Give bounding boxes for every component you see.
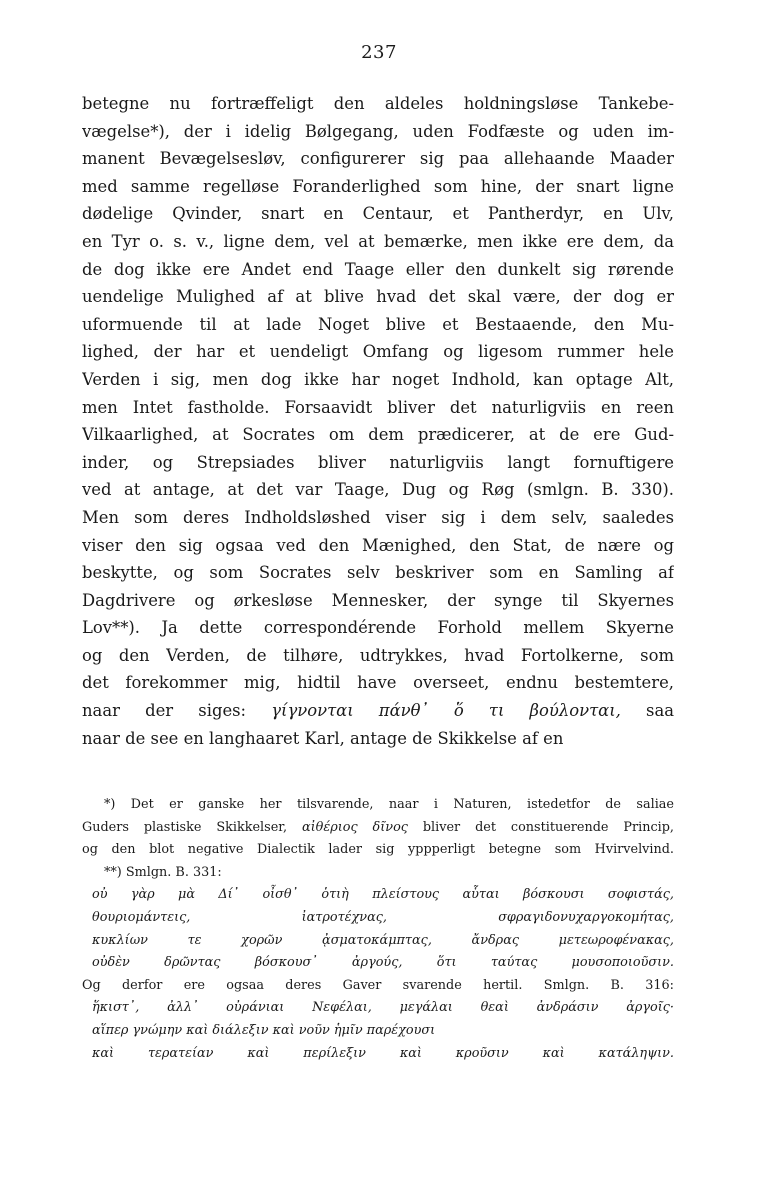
greek-verse-line: καὶ τερατείαν καὶ περίλεξιν καὶ κροῦσιν καὶ κατάληψιν. [92,1045,674,1061]
body-line: lighed, der har et uendeligt Omfang og ligesom rummer hele [82,342,674,362]
body-line: det forekommer mig, hidtil have overseet, endnu bestemtere, [82,673,674,693]
body-line: manent Bevægelsesløv, configurerer sig paa allehaande Maader [82,149,674,169]
body-line: men Intet fastholde. Forsaavidt bliver det naturligviis en reen [82,397,674,417]
body-line: vægelse*), der i idelig Bølgegang, uden Fodfæste og uden im- [82,121,674,141]
body-line: dødelige Qvinder, snart en Centaur, et Pantherdyr, en Ulv, [82,204,674,224]
body-text-span: saa [646,701,674,721]
body-line: med samme regelløse Foranderlighed som hine, der snart ligne [82,176,674,196]
footnote-text-span: Guders plastiske Skikkelser, [82,819,288,835]
greek-verse-line: θουριομάντεις, ἰατροτέχνας, σφραγιδονυχαργοκομήτας, [92,909,674,925]
body-line: og den Verden, de tilhøre, udtrykkes, hvad Fortolkerne, som [82,645,674,665]
body-line: uendelige Mulighed af at blive hvad det skal være, der dog er [82,287,674,307]
body-line: betegne nu fortræffeligt den aldeles holdningsløse Tankebe- [82,94,674,113]
body-line: viser den sig ogsaa ved den Mænighed, den Stat, de nære og [82,535,674,555]
body-line: Men som deres Indholdsløshed viser sig i dem selv, saaledes [82,507,674,527]
footnotes [82,794,674,1065]
footnote-text-span: bliver det constituerende Princip, [422,819,674,835]
footnote-1-line [82,817,674,840]
body-line: Vilkaarlighed, at Socrates om dem prædicerer, at de ere Gud- [82,425,674,445]
body-line-with-greek [82,697,674,725]
greek-quotation: γίγνονται πάνθ᾽ ὅ τι βούλονται, [271,701,621,721]
body-text [82,90,674,752]
footnote-2-reference: **) Smlgn. B. 331: [104,864,222,880]
body-text-span: naar der siges: [82,701,247,721]
body-line: en Tyr o. s. v., ligne dem, vel at bemærke, men ikke ere dem, da [82,231,674,251]
greek-verse-line: κυκλίων τε χορῶν ᾀσματοκάμπτας, ἄνδρας μετεωροφένακας, [92,932,674,948]
greek-verse-line: οὐ γὰρ μὰ Δί᾽ οἶσθ᾽ ὁτιὴ πλείστους αὗται βόσκουσι σοφιστάς, [92,887,674,903]
body-line: Dagdrivere og ørkesløse Mennesker, der synge til Skyernes [82,590,674,610]
body-line: Verden i sig, men dog ikke har noget Indhold, kan optage Alt, [82,369,674,389]
body-line: beskytte, og som Socrates selv beskriver som en Samling af [82,563,674,583]
greek-verse-line: ἥκιστ᾽, ἀλλ᾽ οὐράνιαι Νεφέλαι, μεγάλαι θεαὶ ἀνδράσιν ἀργοῖς· [92,1000,674,1016]
greek-verse-line: αἵπερ γνώμην καὶ διάλεξιν καὶ νοῦν ἡμῖν παρέχουσι [92,1022,436,1038]
page-number: 237 [361,42,397,63]
footnote-2-reference: Og derfor ere ogsaa deres Gaver svarende hertil. Smlgn. B. 316: [82,977,674,993]
body-line: uformuende til at lade Noget blive et Bestaaende, den Mu- [82,314,674,334]
footnote-1-line: og den blot negative Dialectik lader sig yppperligt betegne som Hvirvelvind. [82,842,674,858]
greek-phrase: αἰθέριος δῖνος [302,819,408,835]
body-line: Lov**). Ja dette correspondérende Forhold mellem Skyerne [82,618,674,638]
footnote-1-line: *) Det er ganske her tilsvarende, naar i Naturen, istedetfor de saliae [104,797,674,812]
greek-verse-line: οὐδὲν δρῶντας βόσκουσ᾽ ἀργούς, ὅτι ταύτας μουσοποιοῦσιν. [92,955,674,971]
body-line: ved at antage, at det var Taage, Dug og Røg (smlgn. B. 330). [82,480,674,500]
body-line: naar de see en langhaaret Karl, antage de Skikkelse af en [82,728,564,748]
body-line: inder, og Strepsiades bliver naturligviis langt fornuftigere [82,452,674,472]
body-line: de dog ikke ere Andet end Taage eller den dunkelt sig rørende [82,259,674,279]
